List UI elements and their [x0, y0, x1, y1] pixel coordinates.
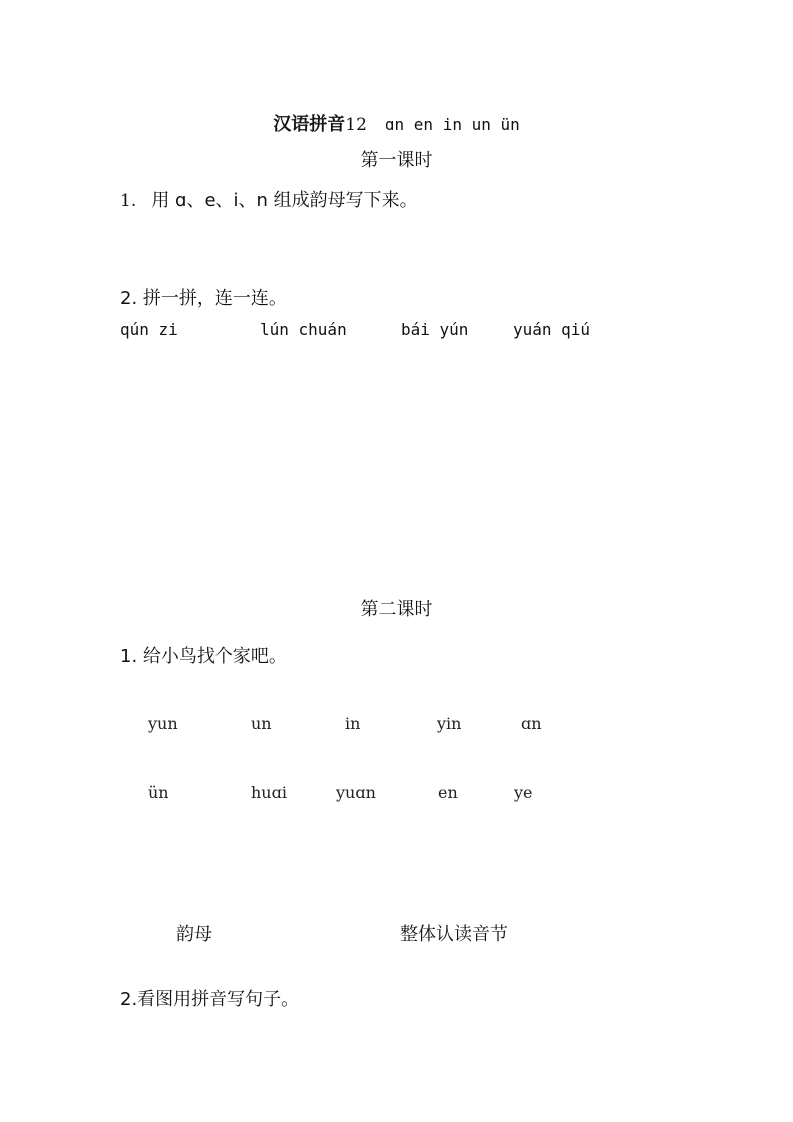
- lesson1-question1: [120, 186, 418, 212]
- pinyin-word-3: bái yún: [401, 320, 469, 339]
- syllable-card: en: [438, 783, 458, 802]
- title-prefix: 汉语拼音: [273, 114, 346, 135]
- syllable-card: ün: [148, 783, 169, 802]
- syllable-card: ɑn: [521, 714, 542, 733]
- lesson1-heading: 第一课时: [360, 150, 433, 171]
- page-title: [0, 110, 793, 136]
- home-label-whole-syllables: 整体认读音节: [400, 924, 508, 945]
- pinyin-word-1: qún zi: [120, 320, 178, 339]
- lesson1-q1-number: 1.: [120, 191, 137, 211]
- syllable-card: in: [345, 714, 361, 733]
- pinyin-word-4: yuán qiú: [513, 320, 591, 339]
- lesson1-question2: 2. 拼一拼，连一连。: [120, 288, 287, 309]
- syllable-card: yuɑn: [336, 783, 376, 802]
- syllable-card: ye: [514, 783, 533, 802]
- lesson2-heading: 第二课时: [360, 599, 433, 620]
- title-finals: ɑn en in un ün: [384, 115, 520, 134]
- lesson2-question2: 2.看图用拼音写句子。: [120, 989, 300, 1010]
- syllable-card: yun: [148, 714, 178, 733]
- title-number: 12: [345, 115, 367, 135]
- lesson2-question1: 1. 给小鸟找个家吧。: [120, 646, 287, 667]
- syllable-card: un: [251, 714, 272, 733]
- lesson1-q1-text: 用 ɑ、e、i、n 组成韵母写下来。: [151, 190, 418, 211]
- syllable-card: yin: [437, 714, 462, 733]
- pinyin-word-2: lún chuán: [260, 320, 347, 339]
- home-label-finals: 韵母: [176, 924, 212, 945]
- syllable-card: huɑi: [251, 783, 287, 802]
